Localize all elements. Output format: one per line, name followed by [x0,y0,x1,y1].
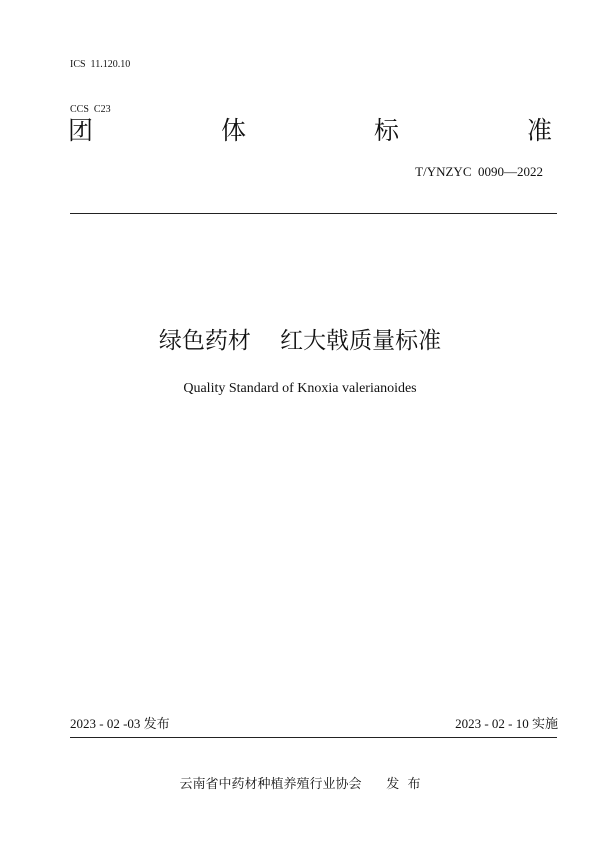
standard-type-char: 团 [68,116,94,145]
standard-code: T/YNZYC 0090—2022 [415,164,543,179]
top-divider [70,213,557,214]
document-title-chinese: 绿色药材 红大戟质量标准 [158,328,442,354]
standard-type-char: 体 [220,116,246,145]
standard-type-char: 标 [373,116,399,145]
standard-type-heading [68,114,552,148]
implement-date: 2023 - 02 - 10 实施 [455,716,558,731]
ccs-code: CCS C23 [70,104,111,115]
publish-date: 2023 - 02 -03 发布 [70,716,170,731]
bottom-divider [70,737,557,738]
publisher-line: 云南省中药材种植养殖行业协会 发 布 [179,777,421,792]
document-title-english: Quality Standard of Knoxia valerianoides [183,381,417,396]
standard-type-char: 准 [526,116,552,145]
ics-code: ICS 11.120.10 [70,59,131,70]
